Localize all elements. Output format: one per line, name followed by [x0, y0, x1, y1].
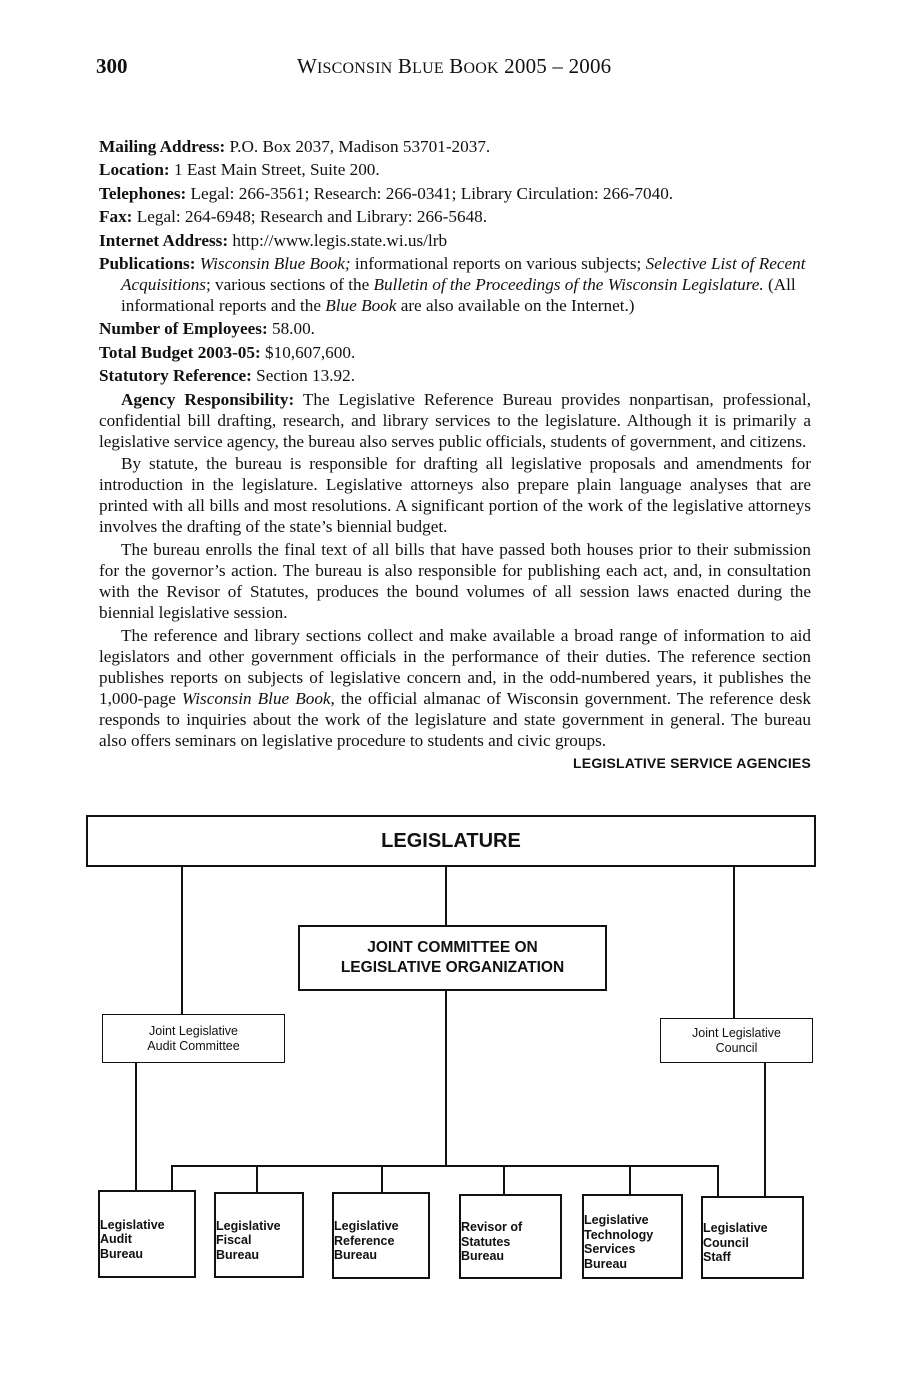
telephones: Telephones: Legal: 266-3561; Research: 266-0341; Library Circulation: 266-7040.	[99, 183, 674, 203]
agency-responsibility-paragraph: Agency Responsibility: The Legislative Reference Bureau provides nonpartisan, professional, confidential bill drafting, research, and library services to the legislature. Although it is primarily a legislative service agency, the bureau also serves public officials, students of government, and citizens.	[99, 389, 811, 451]
council-staff-box: Legislative Council Staff	[701, 1196, 804, 1279]
council-box: Joint Legislative Council	[660, 1018, 813, 1063]
audit-bureau-box: Legislative Audit Bureau	[98, 1190, 196, 1278]
audit-committee-box: Joint Legislative Audit Committee	[102, 1014, 285, 1063]
section-tag: LEGISLATIVE SERVICE AGENCIES	[573, 754, 811, 771]
page-number: 300	[96, 54, 128, 78]
legislature-box: LEGISLATURE	[86, 815, 816, 867]
enrolling-paragraph: The bureau enrolls the final text of all bills that have passed both houses prior to their submission for the governor’s action. The bureau is also responsible for publishing each act, and, in consultation with the Revisor of Statutes, produces the bound volumes of all session laws enacted during the biennial legislative session.	[99, 540, 811, 623]
location: Location: 1 East Main Street, Suite 200.	[99, 160, 380, 180]
technology-bureau-box: Legislative Technology Services Bureau	[582, 1194, 683, 1279]
fax: Fax: Legal: 264-6948; Research and Library: 266-5648.	[99, 207, 488, 227]
statutory-reference: Statutory Reference: Section 13.92.	[99, 366, 355, 386]
publications: Publications: Wisconsin Blue Book; informational reports on various subjects; Selective List of Recent Acquisitions; various sections of the Bulletin of the Proceedings of the Wisconsin Legislature. (All informational reports and the Blue Book are also available on the Internet.)	[99, 253, 806, 315]
reference-bureau-box: Legislative Reference Bureau	[332, 1192, 430, 1279]
mailing-address: Mailing Address: P.O. Box 2037, Madison 53701-2037.	[99, 137, 491, 156]
number-of-employees: Number of Employees: 58.00.	[99, 319, 315, 339]
internet-address: Internet Address: http://www.legis.state.wi.us/lrb	[99, 230, 448, 250]
reference-paragraph: The reference and library sections collect and make available a broad range of information to aid legislators and other government officials in the performance of their duties. The reference section publishes reports on subjects of legislative concern and, in the odd-numbered years, it publishes the 1,000-page Wisconsin Blue Book, the official almanac of Wisconsin government. The reference desk responds to inquiries about the work of the legislature and state government in general. The bureau also offers seminars on legislative procedure to students and civic groups.	[99, 625, 812, 750]
drafting-paragraph: By statute, the bureau is responsible for drafting all legislative proposals and amendments for introduction in the legislature. Legislative attorneys also prepare plain language analyses that are printed with all bills and most resolutions. A significant portion of the work of the legislative attorneys involves the drafting of the state’s biennial budget.	[99, 454, 811, 537]
revisor-bureau-box: Revisor of Statutes Bureau	[459, 1194, 562, 1279]
running-title: WISCONSIN BLUE BOOK 2005 – 2006	[297, 54, 612, 78]
jclo-box: JOINT COMMITTEE ON LEGISLATIVE ORGANIZATION	[298, 925, 607, 991]
total-budget: Total Budget 2003-05: $10,607,600.	[99, 342, 356, 362]
fiscal-bureau-box: Legislative Fiscal Bureau	[214, 1192, 304, 1278]
